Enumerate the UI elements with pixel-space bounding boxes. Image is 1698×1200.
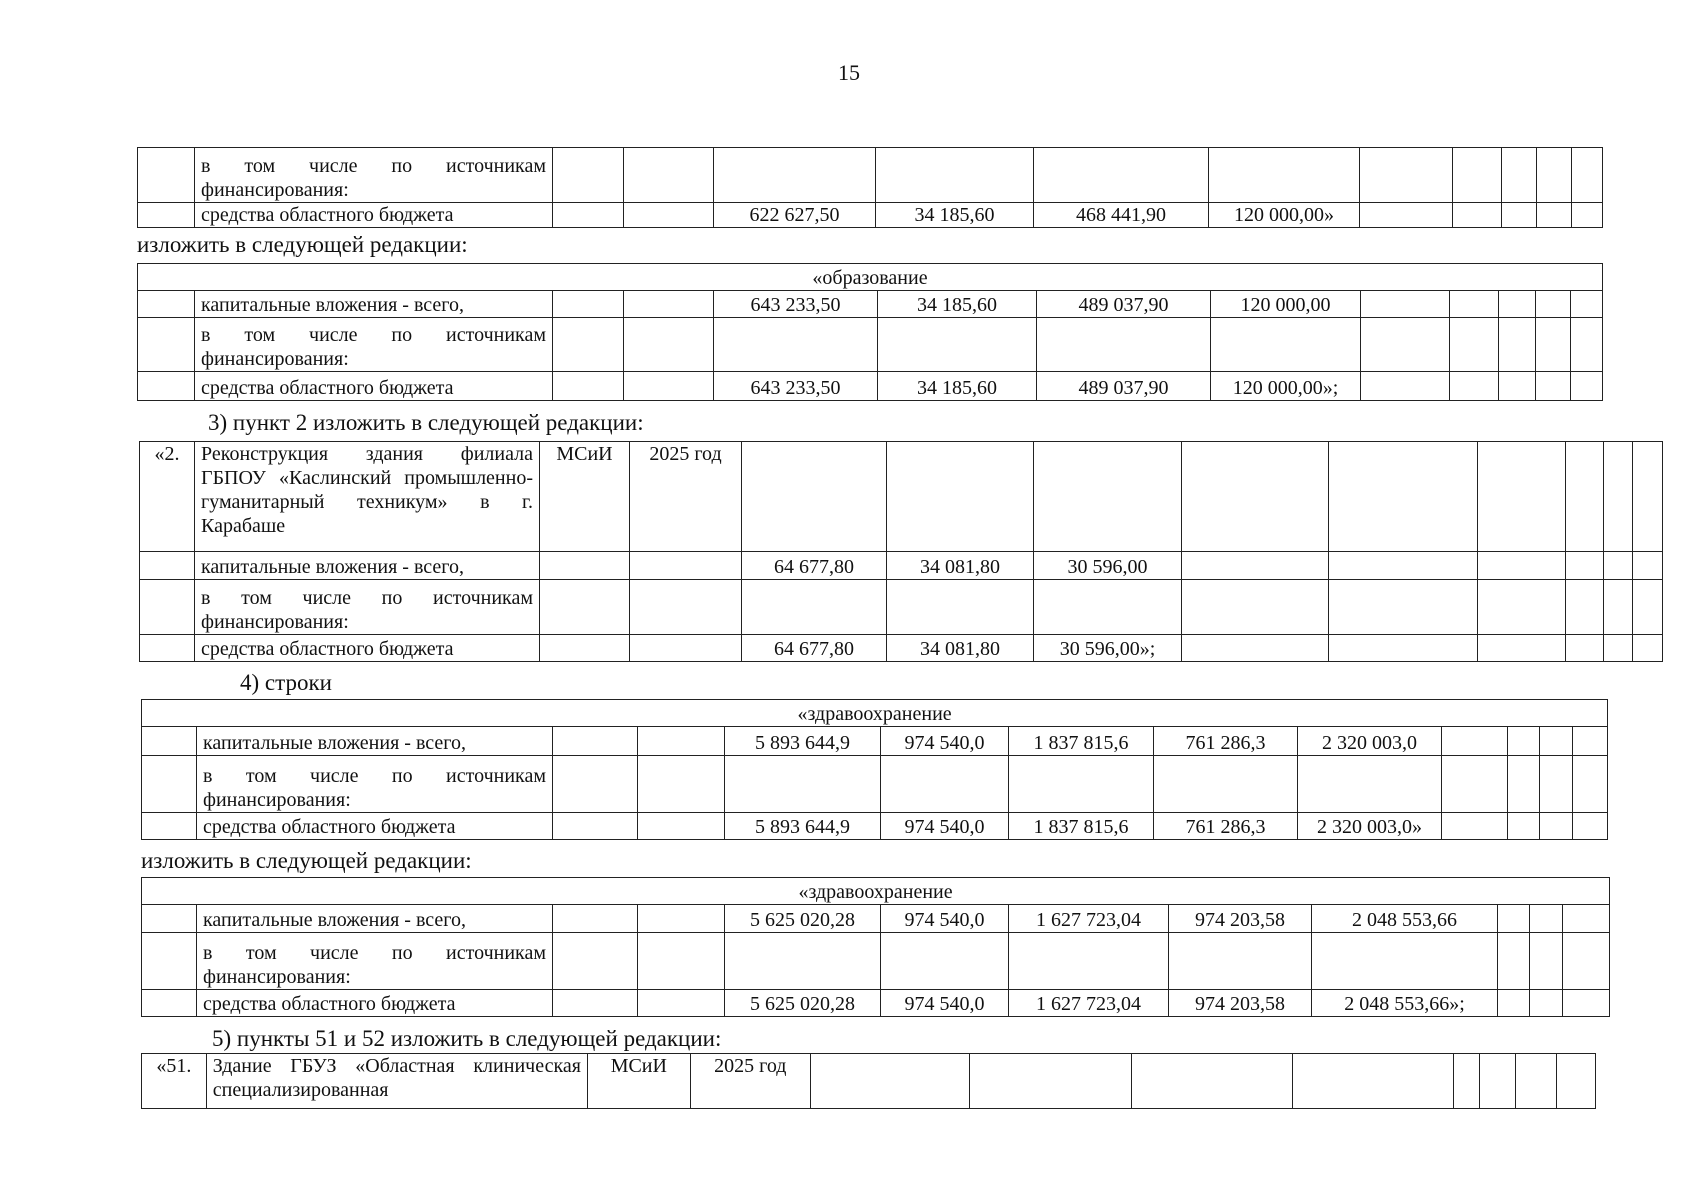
value-cell: 1 627 723,04 — [1009, 990, 1169, 1017]
value-cell: 5 625 020,28 — [725, 990, 881, 1017]
value-cell: 64 677,80 — [742, 552, 887, 580]
value-cell: 34 081,80 — [887, 635, 1034, 662]
row-description: в том числе по источникам финансирования: — [195, 580, 540, 635]
value-cell: 974 540,0 — [881, 813, 1009, 840]
table-row — [140, 635, 1663, 662]
value-cell: 2 320 003,0 — [1298, 727, 1442, 756]
row-description: капитальные вложения - всего, — [195, 552, 540, 580]
table-row — [138, 318, 1603, 372]
table-row — [138, 203, 1603, 228]
value-cell: 761 286,3 — [1154, 727, 1298, 756]
heading-item-3: 3) пункт 2 изложить в следующей редакции: — [208, 410, 644, 435]
table-row — [138, 291, 1603, 318]
value-cell: 761 286,3 — [1154, 813, 1298, 840]
table-row — [138, 148, 1603, 203]
row-description: в том числе по источникам финансирования: — [195, 148, 553, 203]
table-row — [138, 372, 1603, 401]
row-description: капитальные вложения - всего, — [195, 291, 553, 318]
row-description: средства областного бюджета — [195, 635, 540, 662]
section-title: «здравоохранение — [142, 700, 1608, 727]
value-cell: 974 540,0 — [881, 990, 1009, 1017]
value-cell: 120 000,00» — [1209, 203, 1360, 228]
value-cell: 974 203,58 — [1169, 990, 1312, 1017]
value-cell: 34 185,60 — [876, 203, 1034, 228]
value-cell: 1 627 723,04 — [1009, 905, 1169, 933]
section-title: «образование — [138, 264, 1603, 291]
responsible-org: МСиИ — [587, 1054, 690, 1109]
value-cell: 34 185,60 — [878, 291, 1037, 318]
table-row — [142, 1054, 1596, 1109]
table-4-healthcare-old — [141, 699, 1608, 840]
row-description: капитальные вложения - всего, — [197, 905, 553, 933]
value-cell: 2 048 553,66 — [1312, 905, 1498, 933]
table-row — [142, 933, 1610, 990]
value-cell: 5 893 644,9 — [725, 727, 881, 756]
value-cell: 5 625 020,28 — [725, 905, 881, 933]
value-cell: 468 441,90 — [1034, 203, 1209, 228]
table-1-fragment — [137, 147, 1603, 228]
value-cell: 643 233,50 — [714, 291, 878, 318]
heading-item-4: 4) строки — [240, 670, 332, 695]
item-title: Здание ГБУЗ «Областная клиническая специализированная — [206, 1054, 587, 1109]
table-row — [140, 552, 1663, 580]
value-cell: 974 540,0 — [881, 727, 1009, 756]
table-3-item-2 — [139, 441, 1663, 662]
value-cell: 34 081,80 — [887, 552, 1034, 580]
page-number: 15 — [838, 60, 860, 85]
value-cell: 5 893 644,9 — [725, 813, 881, 840]
heading-edit-1: изложить в следующей редакции: — [137, 232, 468, 257]
value-cell: 489 037,90 — [1037, 372, 1211, 401]
table-5-healthcare-new — [141, 877, 1610, 1017]
value-cell: 1 837 815,6 — [1009, 813, 1154, 840]
item-number: «51. — [142, 1054, 207, 1109]
value-cell: 30 596,00»; — [1034, 635, 1182, 662]
value-cell: 64 677,80 — [742, 635, 887, 662]
value-cell: 1 837 815,6 — [1009, 727, 1154, 756]
row-description: средства областного бюджета — [195, 203, 553, 228]
year: 2025 год — [690, 1054, 810, 1109]
table-row — [142, 905, 1610, 933]
table-row — [142, 813, 1608, 840]
table-row — [140, 580, 1663, 635]
table-row — [140, 442, 1663, 552]
row-description: капитальные вложения - всего, — [197, 727, 553, 756]
row-description: средства областного бюджета — [197, 990, 553, 1017]
value-cell: 643 233,50 — [714, 372, 878, 401]
value-cell: 34 185,60 — [878, 372, 1037, 401]
value-cell: 2 048 553,66»; — [1312, 990, 1498, 1017]
item-number: «2. — [140, 442, 195, 552]
row-description: в том числе по источникам финансирования: — [197, 933, 553, 990]
row-description: в том числе по источникам финансирования: — [195, 318, 553, 372]
value-cell: 974 540,0 — [881, 905, 1009, 933]
table-row — [142, 727, 1608, 756]
table-row — [142, 990, 1610, 1017]
responsible-org: МСиИ — [540, 442, 630, 552]
table-2-education — [137, 263, 1603, 401]
value-cell: 2 320 003,0» — [1298, 813, 1442, 840]
table-row — [142, 756, 1608, 813]
value-cell: 489 037,90 — [1037, 291, 1211, 318]
section-title: «здравоохранение — [142, 878, 1610, 905]
value-cell: 30 596,00 — [1034, 552, 1182, 580]
value-cell: 622 627,50 — [714, 203, 876, 228]
value-cell: 974 203,58 — [1169, 905, 1312, 933]
item-title: Реконструкция здания филиала ГБПОУ «Каслинский промышленно-гуманитарный техникум» в г. Карабаше — [195, 442, 540, 552]
value-cell: 120 000,00 — [1211, 291, 1361, 318]
row-description: средства областного бюджета — [197, 813, 553, 840]
table-6-item-51 — [141, 1053, 1596, 1109]
row-description: в том числе по источникам финансирования: — [197, 756, 553, 813]
heading-item-5: 5) пункты 51 и 52 изложить в следующей редакции: — [212, 1026, 722, 1051]
row-description: средства областного бюджета — [195, 372, 553, 401]
value-cell: 120 000,00»; — [1211, 372, 1361, 401]
heading-edit-2: изложить в следующей редакции: — [141, 848, 472, 873]
year: 2025 год — [630, 442, 742, 552]
